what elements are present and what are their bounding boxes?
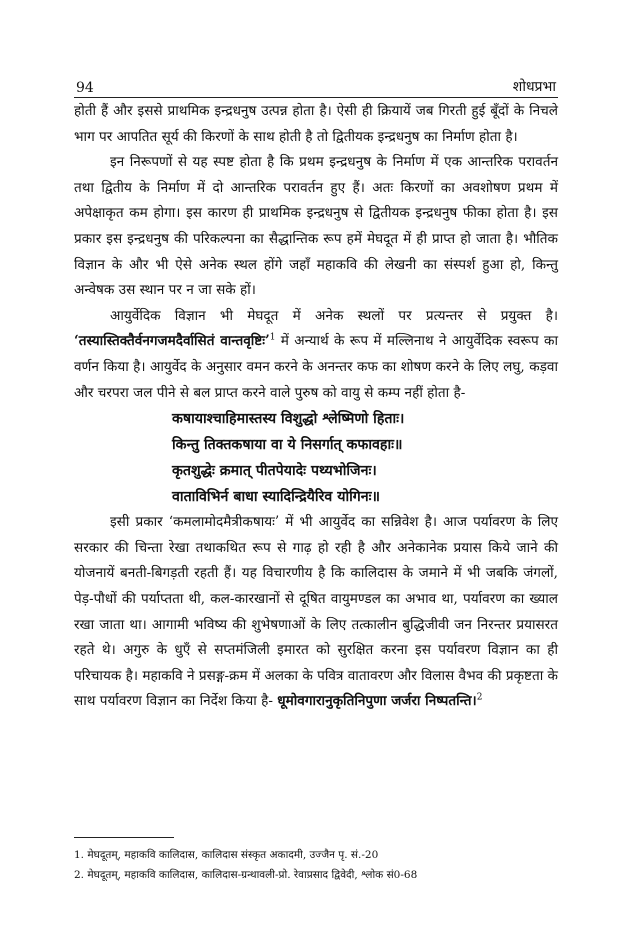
footnote-rule (74, 837, 174, 838)
footnote-marker-2: 2 (476, 692, 483, 703)
footnote-marker-1: 1 (269, 332, 276, 343)
page-header (76, 76, 556, 96)
paragraph-3 (74, 304, 558, 406)
sanskrit-verse-block (74, 406, 558, 510)
paragraph-3-rest: में अन्यार्थ के रूप में मल्लिनाथ ने आयुर्वेदिक स्वरूप का वर्णन किया है। आयुर्वेद के अनुसार वमन करने के अनन्तर कफ का शोषण करने के लिए लघु, कड़वा और चरपरा जल पीने से बल प्राप्त करने वाले पुरुष को वायु से कम्प नहीं होता है- (74, 333, 558, 401)
paragraph-4-text: इसी प्रकार ‘कमलामोदमैत्रीकषायः’ में भी आयुर्वेद का सन्निवेश है। आज पर्यावरण के लिए सरकार की चिन्ता रेखा तथाकथित रूप से गाढ़ हो रही है और अनेकानेक प्रयास किये जाने की योजनायें बनती-बिगड़ती रहती हैं। यह विचारणीय है कि कालिदास के जमाने में भी जबकि जंगलों, पेड़-पौधों की पर्याप्तता थी, कल-कारखानों से दूषित वायुमण्डल का अभाव था, पर्यावरण का ख्याल रखा जाता था। आगामी भविष्य की शुभेषणाओं के लिए तत्कालीन बुद्धिजीवी जन निरन्तर प्रयासरत रहते थे। अगुरु के धुएँ से सप्तमंजिली इमारत को सुरक्षित करना इस पर्यावरण विज्ञान का ही परिचायक है। महाकवि ने प्रसङ्ग-क्रम में अलका के पवित्र वातावरण और विलास वैभव की प्रकृष्टता के साथ पर्यावरण विज्ञान का निर्देश किया है- (74, 514, 558, 710)
paragraph-2: इन निरूपणों से यह स्पष्ट होता है कि प्रथम इन्द्रधनुष के निर्माण में एक आन्तरिक परावर्तन तथा द्वितीय के निर्माण में दो आन्तरिक परावर्तन हुए हैं। अतः किरणों का अवशोषण प्रथम में अपेक्षाकृत कम होगा। इस कारण ही प्राथमिक इन्द्रधनुष से द्वितीयक इन्द्रधनुष फीका होता है। इस प्रकार इस इन्द्रधनुष की परिकल्पना का सैद्धान्तिक रूप हमें मेघदूत में ही प्राप्त हो जाता है। भौतिक विज्ञान के और भी ऐसे अनेक स्थल होंगे जहाँ महाकवि की लेखनी का संस्पर्श हुआ हो, किन्तु अन्वेषक उस स्थान पर न जा सके हों। (74, 154, 558, 299)
footnote-2: 2. मेघदूतम्, महाकवि कालिदास, कालिदास-ग्रन्थावली-प्रो. रेवाप्रसाद द्विवेदी, श्लोक सं0-68 (74, 869, 418, 881)
paragraph-1: होती हैं और इससे प्राथमिक इन्द्रधनुष उत्पन्न होता है। ऐसी ही क्रियायें जब गिरती हुई बूँदों के निचले भाग पर आपतित सूर्य की किरणों के साथ होती है तो द्वितीयक इन्द्रधनुष का निर्माण होता है। (74, 103, 558, 145)
footnotes (74, 845, 558, 885)
footnote-1: 1. मेघदूतम्, महाकवि कालिदास, कालिदास संस्कृत अकादमी, उज्जैन पृ. सं.-20 (74, 849, 379, 861)
header-rule (74, 97, 558, 98)
paragraph-3-lead: आयुर्वेदिक विज्ञान भी मेघदूत में अनेक स्थलों पर प्रत्यन्तर से प्रयुक्त है। (110, 307, 558, 324)
verse-line: वाताविभिर्न बाधा स्यादिन्द्रियैरिव योगिनः॥ (172, 489, 381, 506)
verse-line: कषायाश्चाहिमास्तस्य विशुद्धो श्लेष्मिणो हिताः। (172, 411, 405, 428)
quoted-verse-mallinath: ‘तस्यास्तिक्तैर्वनगजमदैर्वासितं वान्तवृष्टिः’ (74, 333, 270, 350)
body-text (74, 99, 558, 715)
running-title: शोधप्रभा (512, 79, 556, 95)
verse-line: कृतशुद्धेः क्रमात् पीतपेयादेः पथ्यभोजिनः। (172, 463, 377, 480)
verse-line: किन्तु तिक्तकषाया वा ये निसर्गात् कफावहाः॥ (172, 437, 403, 454)
paragraph-4 (74, 510, 558, 715)
quoted-verse-dhumo: धूमोवगारानुकृतिनिपुणा जर्जरा निष्पतन्ति। (277, 693, 477, 710)
page-number: 94 (76, 80, 94, 96)
